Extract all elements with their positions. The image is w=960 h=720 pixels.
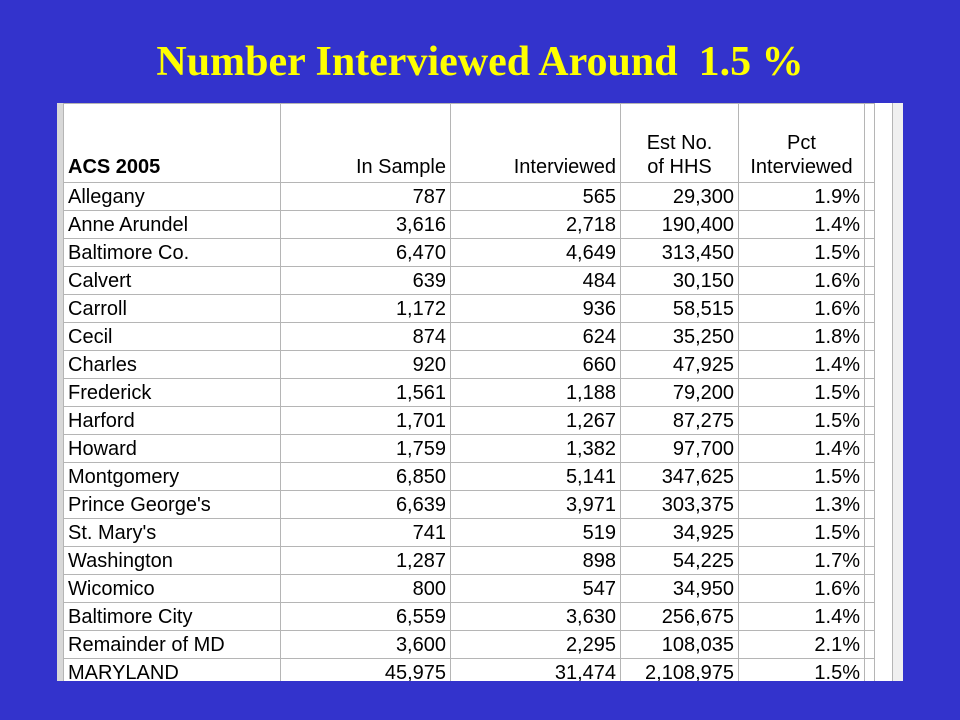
cell-county: Wicomico — [64, 575, 281, 603]
cell-interviewed: 1,382 — [451, 435, 621, 463]
cell-interviewed: 660 — [451, 351, 621, 379]
cell-interviewed: 3,971 — [451, 491, 621, 519]
header-acs-2005: ACS 2005 — [64, 104, 281, 183]
cell-in-sample: 920 — [281, 351, 451, 379]
spacer-cell — [865, 435, 875, 463]
cell-interviewed: 3,630 — [451, 603, 621, 631]
header-in-sample: In Sample — [281, 104, 451, 183]
cell-in-sample: 1,172 — [281, 295, 451, 323]
cell-est-hhs: 87,275 — [621, 407, 739, 435]
cell-est-hhs: 256,675 — [621, 603, 739, 631]
cell-county: Frederick — [64, 379, 281, 407]
cell-pct-interviewed: 1.4% — [739, 211, 865, 239]
cell-interviewed: 31,474 — [451, 659, 621, 682]
table-row — [64, 379, 875, 407]
cell-in-sample: 6,639 — [281, 491, 451, 519]
spacer-cell — [865, 267, 875, 295]
cell-county: Allegany — [64, 183, 281, 211]
cell-pct-interviewed: 1.4% — [739, 603, 865, 631]
cell-est-hhs: 190,400 — [621, 211, 739, 239]
table-row — [64, 631, 875, 659]
header-interviewed: Interviewed — [451, 104, 621, 183]
cell-county: Baltimore Co. — [64, 239, 281, 267]
cell-pct-interviewed: 1.3% — [739, 491, 865, 519]
table-row — [64, 463, 875, 491]
cell-county: Baltimore City — [64, 603, 281, 631]
spacer-cell — [865, 379, 875, 407]
cell-est-hhs: 97,700 — [621, 435, 739, 463]
cell-county: Washington — [64, 547, 281, 575]
cell-county: St. Mary's — [64, 519, 281, 547]
data-table — [63, 103, 875, 681]
cell-county: Anne Arundel — [64, 211, 281, 239]
table-row — [64, 659, 875, 682]
table-row — [64, 575, 875, 603]
cell-interviewed: 624 — [451, 323, 621, 351]
cell-pct-interviewed: 1.9% — [739, 183, 865, 211]
cell-interviewed: 2,718 — [451, 211, 621, 239]
cell-in-sample: 6,470 — [281, 239, 451, 267]
table-row — [64, 407, 875, 435]
cell-in-sample: 1,561 — [281, 379, 451, 407]
cell-county: Cecil — [64, 323, 281, 351]
spacer-cell — [865, 323, 875, 351]
table-row — [64, 323, 875, 351]
spacer-cell — [865, 239, 875, 267]
cell-pct-interviewed: 1.5% — [739, 239, 865, 267]
cell-in-sample: 1,701 — [281, 407, 451, 435]
cell-interviewed: 936 — [451, 295, 621, 323]
header-est-hhs-line2: of HHS — [647, 156, 712, 178]
cell-in-sample: 639 — [281, 267, 451, 295]
cell-est-hhs: 30,150 — [621, 267, 739, 295]
cell-interviewed: 2,295 — [451, 631, 621, 659]
cell-county: Remainder of MD — [64, 631, 281, 659]
cell-county: Montgomery — [64, 463, 281, 491]
spacer-cell — [865, 631, 875, 659]
cell-pct-interviewed: 1.5% — [739, 463, 865, 491]
cell-est-hhs: 2,108,975 — [621, 659, 739, 682]
spacer-cell — [865, 519, 875, 547]
cell-est-hhs: 54,225 — [621, 547, 739, 575]
spacer-cell — [865, 351, 875, 379]
spacer-cell — [865, 547, 875, 575]
table-row — [64, 435, 875, 463]
cell-in-sample: 3,600 — [281, 631, 451, 659]
cell-interviewed: 547 — [451, 575, 621, 603]
cell-pct-interviewed: 1.6% — [739, 295, 865, 323]
cell-interviewed: 1,267 — [451, 407, 621, 435]
header-est-hhs-line1: Est No. — [646, 132, 713, 154]
cell-est-hhs: 34,950 — [621, 575, 739, 603]
header-pct-line2: Interviewed — [750, 156, 853, 178]
cell-county: Harford — [64, 407, 281, 435]
cell-pct-interviewed: 1.5% — [739, 519, 865, 547]
cell-county: Calvert — [64, 267, 281, 295]
cell-pct-interviewed: 1.7% — [739, 547, 865, 575]
spacer-cell — [865, 104, 875, 183]
cell-county: Charles — [64, 351, 281, 379]
cell-county: MARYLAND — [64, 659, 281, 682]
table-row — [64, 267, 875, 295]
table-row — [64, 239, 875, 267]
table-row — [64, 519, 875, 547]
table-row — [64, 183, 875, 211]
cell-pct-interviewed: 1.4% — [739, 435, 865, 463]
cell-est-hhs: 303,375 — [621, 491, 739, 519]
cell-est-hhs: 34,925 — [621, 519, 739, 547]
table-row — [64, 351, 875, 379]
spacer-cell — [865, 463, 875, 491]
cell-interviewed: 898 — [451, 547, 621, 575]
spreadsheet-table-image — [57, 103, 903, 681]
cell-in-sample: 1,287 — [281, 547, 451, 575]
cell-interviewed: 1,188 — [451, 379, 621, 407]
table-row — [64, 547, 875, 575]
cell-in-sample: 874 — [281, 323, 451, 351]
cell-in-sample: 741 — [281, 519, 451, 547]
table-row — [64, 295, 875, 323]
table-header-row — [64, 104, 875, 183]
cell-pct-interviewed: 1.8% — [739, 323, 865, 351]
spacer-cell — [865, 659, 875, 682]
cell-in-sample: 6,850 — [281, 463, 451, 491]
cell-est-hhs: 35,250 — [621, 323, 739, 351]
sheet-edge — [892, 103, 903, 681]
cell-in-sample: 1,759 — [281, 435, 451, 463]
cell-interviewed: 5,141 — [451, 463, 621, 491]
cell-interviewed: 519 — [451, 519, 621, 547]
cell-est-hhs: 47,925 — [621, 351, 739, 379]
cell-in-sample: 45,975 — [281, 659, 451, 682]
cell-pct-interviewed: 2.1% — [739, 631, 865, 659]
header-est-hhs — [621, 104, 739, 183]
cell-county: Prince George's — [64, 491, 281, 519]
cell-est-hhs: 58,515 — [621, 295, 739, 323]
cell-interviewed: 4,649 — [451, 239, 621, 267]
cell-interviewed: 484 — [451, 267, 621, 295]
cell-est-hhs: 29,300 — [621, 183, 739, 211]
cell-pct-interviewed: 1.5% — [739, 659, 865, 682]
cell-in-sample: 3,616 — [281, 211, 451, 239]
spacer-cell — [865, 183, 875, 211]
cell-interviewed: 565 — [451, 183, 621, 211]
slide-title: Number Interviewed Around 1.5 % — [156, 39, 804, 85]
cell-pct-interviewed: 1.4% — [739, 351, 865, 379]
spacer-cell — [865, 211, 875, 239]
cell-in-sample: 6,559 — [281, 603, 451, 631]
cell-pct-interviewed: 1.6% — [739, 575, 865, 603]
cell-county: Carroll — [64, 295, 281, 323]
table-row — [64, 491, 875, 519]
cell-est-hhs: 347,625 — [621, 463, 739, 491]
header-pct-line1: Pct — [787, 132, 816, 154]
cell-est-hhs: 313,450 — [621, 239, 739, 267]
cell-in-sample: 787 — [281, 183, 451, 211]
spacer-cell — [865, 603, 875, 631]
spacer-cell — [865, 575, 875, 603]
cell-county: Howard — [64, 435, 281, 463]
spacer-cell — [865, 491, 875, 519]
table-row — [64, 603, 875, 631]
cell-pct-interviewed: 1.5% — [739, 407, 865, 435]
cell-est-hhs: 79,200 — [621, 379, 739, 407]
cell-pct-interviewed: 1.5% — [739, 379, 865, 407]
cell-pct-interviewed: 1.6% — [739, 267, 865, 295]
spacer-cell — [865, 407, 875, 435]
cell-in-sample: 800 — [281, 575, 451, 603]
header-pct-interviewed — [739, 104, 865, 183]
spacer-cell — [865, 295, 875, 323]
cell-est-hhs: 108,035 — [621, 631, 739, 659]
table-row — [64, 211, 875, 239]
